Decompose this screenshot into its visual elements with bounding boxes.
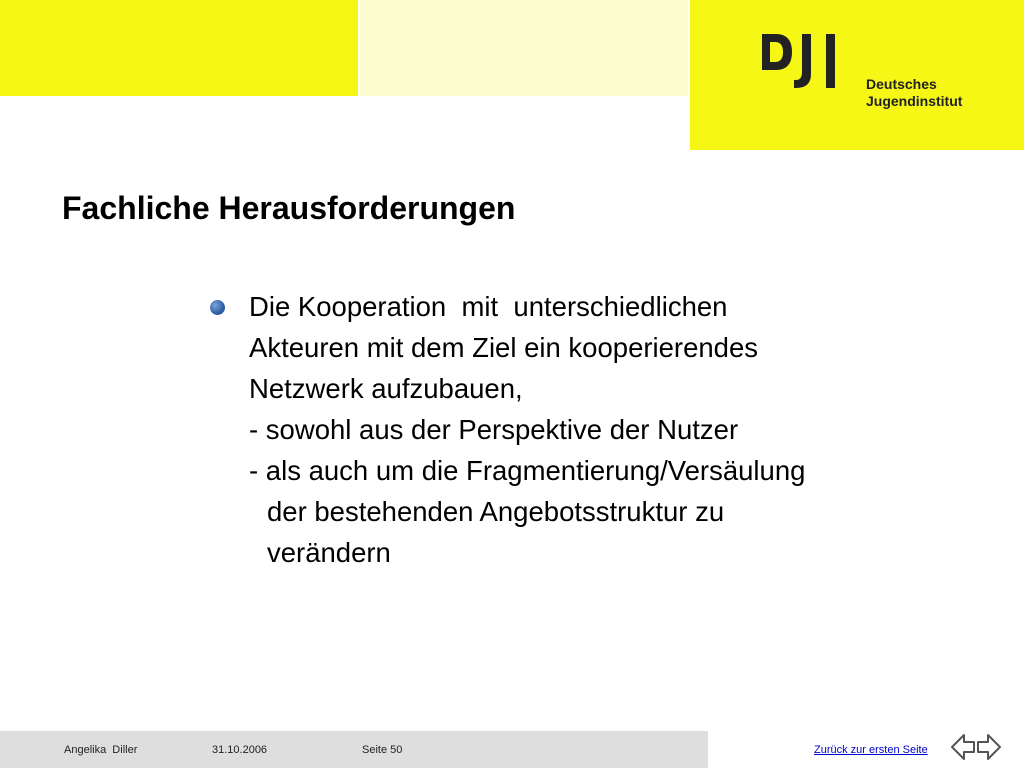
footer-author: Angelika Diller bbox=[64, 744, 138, 756]
slide-title: Fachliche Herausforderungen bbox=[62, 190, 516, 226]
logo-line-2: Jugendinstitut bbox=[866, 93, 963, 109]
dji-logo-text bbox=[866, 76, 962, 110]
bullet-line: Netzwerk aufzubauen, bbox=[249, 373, 523, 404]
bullet-list bbox=[210, 286, 970, 573]
bullet-line: verändern bbox=[267, 537, 391, 568]
dji-logo-mark bbox=[758, 28, 854, 94]
footer-page-number: Seite 50 bbox=[362, 744, 403, 756]
footer-date: 31.10.2006 bbox=[212, 744, 268, 756]
bullet-line: der bestehenden Angebotsstruktur zu bbox=[267, 496, 725, 527]
bullet-line: Die Kooperation mit unterschiedlichen bbox=[249, 291, 728, 322]
back-to-first-page-link[interactable]: Zurück zur ersten Seite bbox=[814, 744, 928, 756]
bullet-line: Akteuren mit dem Ziel ein kooperierendes bbox=[249, 332, 759, 363]
bullet-text bbox=[249, 286, 970, 573]
bullet-line: - als auch um die Fragmentierung/Versäulung bbox=[249, 455, 806, 486]
header-yellow-block bbox=[0, 0, 358, 96]
bullet-line: - sowohl aus der Perspektive der Nutzer bbox=[249, 414, 739, 445]
header-pale-block bbox=[360, 0, 688, 96]
logo-line-1: Deutsches bbox=[866, 76, 937, 92]
bullet-dot-icon bbox=[210, 300, 225, 315]
left-right-arrows-icon[interactable] bbox=[950, 730, 1002, 764]
dji-logo bbox=[690, 0, 1024, 150]
